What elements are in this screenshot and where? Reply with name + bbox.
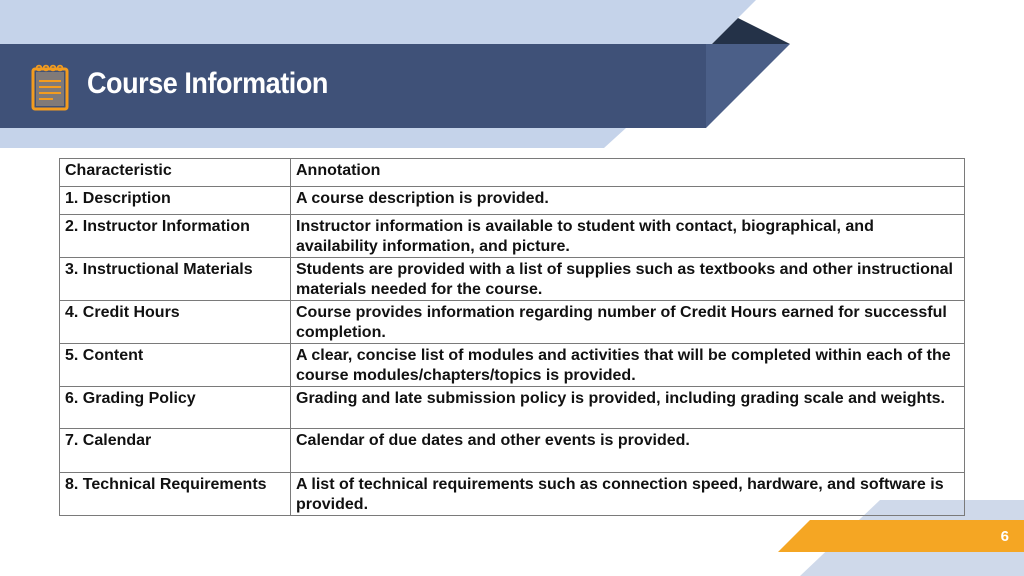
table-row <box>60 215 965 258</box>
characteristic-cell: 5. Content <box>60 344 291 387</box>
characteristic-cell: 7. Calendar <box>60 429 291 473</box>
table-row <box>60 387 965 429</box>
footer-orange-band <box>778 520 1024 552</box>
characteristic-cell: 2. Instructor Information <box>60 215 291 258</box>
annotation-cell: Instructor information is available to student with contact, biographical, and availability information, and picture. <box>291 215 965 258</box>
annotation-cell: A clear, concise list of modules and activities that will be completed within each of the course modules/chapters/topics is provided. <box>291 344 965 387</box>
page-number: 6 <box>1000 528 1009 545</box>
annotation-cell: A course description is provided. <box>291 187 965 215</box>
characteristic-cell: 1. Description <box>60 187 291 215</box>
table-row <box>60 187 965 215</box>
annotation-cell: Course provides information regarding number of Credit Hours earned for successful completion. <box>291 301 965 344</box>
column-header-annotation: Annotation <box>291 159 965 187</box>
characteristic-cell: 4. Credit Hours <box>60 301 291 344</box>
table-row <box>60 473 965 516</box>
annotation-cell: Students are provided with a list of supplies such as textbooks and other instructional materials needed for the course. <box>291 258 965 301</box>
table-row <box>60 258 965 301</box>
annotation-cell: Grading and late submission policy is provided, including grading scale and weights. <box>291 387 965 429</box>
table-row <box>60 344 965 387</box>
annotation-cell: Calendar of due dates and other events is provided. <box>291 429 965 473</box>
notepad-icon <box>31 63 71 111</box>
annotation-cell: A list of technical requirements such as connection speed, hardware, and software is provided. <box>291 473 965 516</box>
title-banner-tip <box>706 44 790 128</box>
table-row <box>60 301 965 344</box>
page-title: Course Information <box>87 67 328 100</box>
characteristic-cell: 3. Instructional Materials <box>60 258 291 301</box>
characteristic-cell: 6. Grading Policy <box>60 387 291 429</box>
bottom-light-band <box>0 128 626 148</box>
top-light-band <box>0 0 756 44</box>
characteristic-cell: 8. Technical Requirements <box>60 473 291 516</box>
table-header-row <box>60 159 965 187</box>
course-information-table <box>59 158 965 516</box>
column-header-characteristic: Characteristic <box>60 159 291 187</box>
table-row <box>60 429 965 473</box>
